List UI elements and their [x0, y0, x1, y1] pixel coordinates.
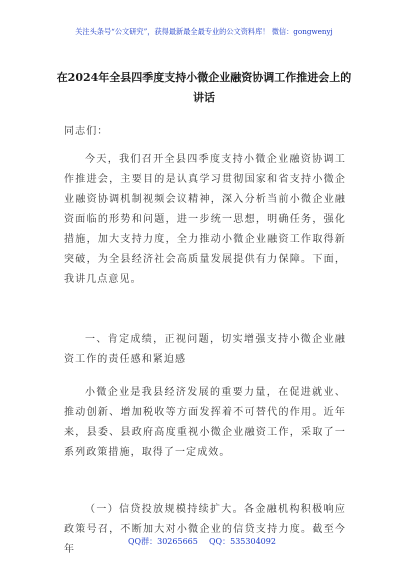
paragraph-background: 小微企业是我县经济发展的重要力量，在促进就业、推动创新、增加税收等方面发挥着不可替代的作用。近年来，县委、县政府高度重视小微企业融资工作，采取了一系列政策措施，取得了一定成效。 — [64, 387, 346, 458]
footer-qq-group: QQ群：30265665 — [128, 537, 198, 546]
document-title: 在2024年全县四季度支持小微企业融资协调工作推进会上的讲话 — [56, 71, 352, 104]
paragraph-intro: 今天，我们召开全县四季度支持小微企业融资协调工作推进会，主要目的是认真学习贯彻国家和省支持小微企业融资协调机制视频会议精神，深入分析当前小微企业融资面临的形势和问题，进一步统一思想，明确任务，强化措施，加大支持力度，全力推动小微企业融资工作取得新突破，为全县经济社会高质量发展提供有力保障。下面，我讲几点意见。 — [64, 154, 346, 285]
section-heading-1: 一、肯定成绩，正视问题，切实增强支持小微企业融资工作的责任感和紧迫感 — [64, 334, 346, 365]
paragraph-subpoint-1: （一）信贷投放规模持续扩大。各金融机构积极响应政策号召，不断加大对小微企业的信贷支持力度。截至今年 — [64, 504, 346, 555]
header-promo-note: 关注头条号“公文研究”，获得最新最全最专业的公文资料库！ 微信：gongwenyj — [75, 27, 333, 36]
footer-qq-number: QQ：535304092 — [209, 537, 276, 546]
salutation: 同志们： — [64, 126, 109, 137]
